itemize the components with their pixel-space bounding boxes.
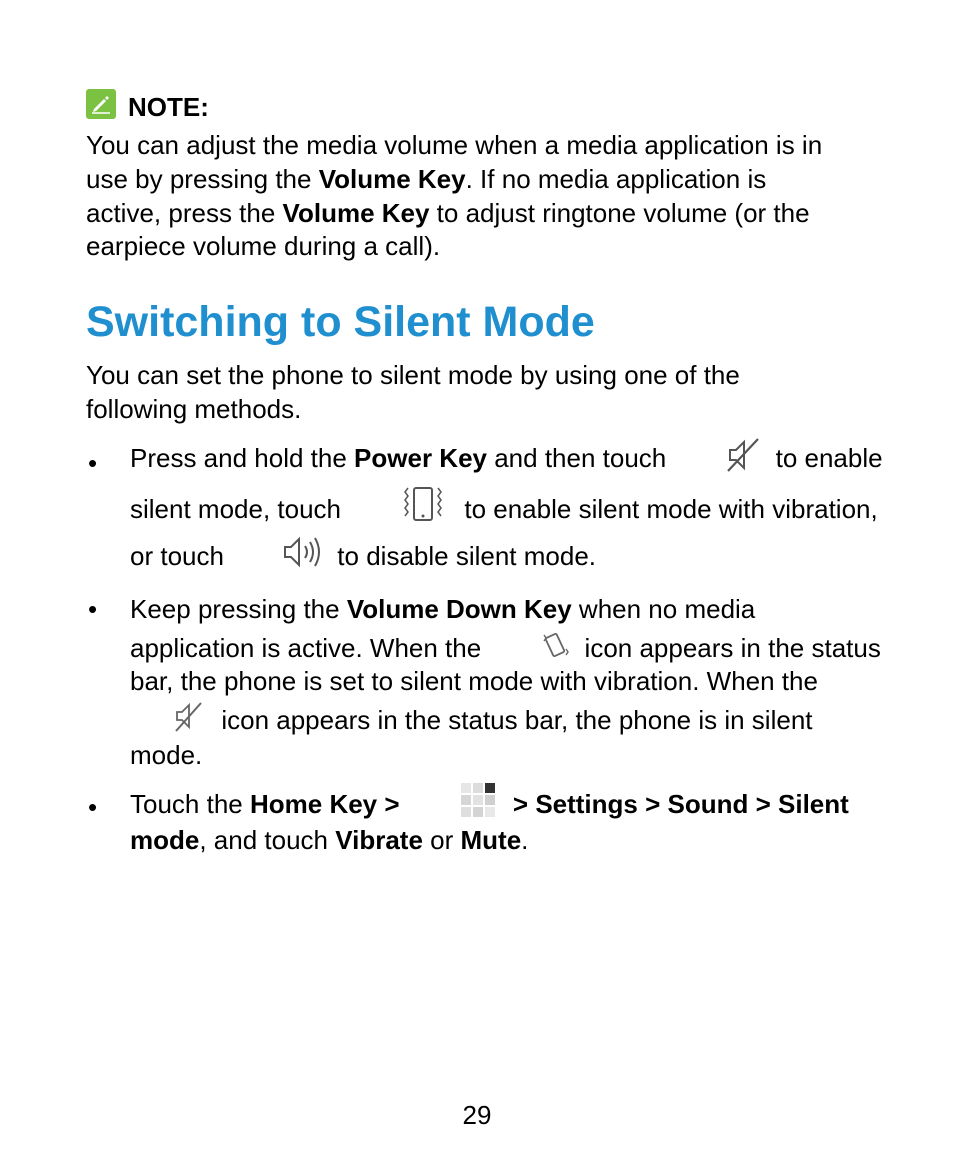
note-line-1: You can adjust the media volume when a media application is in [86, 130, 823, 160]
list-item-1-line-2: silent mode, touch to enable silent mode with vibration, [130, 484, 910, 534]
list-item-2-line-3: bar, the phone is set to silent mode with vibration. When the [130, 665, 818, 696]
list-item-1-line-3: or touch to disable silent mode. [130, 532, 910, 580]
list-item-1-line-1: Press and hold the Power Key and then touch to enable [130, 436, 910, 480]
note-line-3: active, press the Volume Key to adjust ringtone volume (or the [86, 198, 810, 228]
list-item-2-line-2: application is active. When the icon appears in the status [130, 628, 910, 668]
bullet-marker: • [88, 792, 98, 822]
note-line-4: earpiece volume during a call). [86, 231, 441, 261]
list-item-2-line-1: Keep pressing the Volume Down Key when no media [130, 593, 756, 624]
note-label: NOTE: [128, 91, 209, 122]
list-item-3-line-2: mode , and touch Vibrate or Mute . [130, 824, 529, 855]
page-number: 29 [462, 1100, 492, 1130]
section-heading: Switching to Silent Mode [86, 298, 595, 346]
note-header [86, 88, 209, 120]
note-line-2: use by pressing the Volume Key. If no media application is [86, 164, 767, 194]
list-item-3-line-1: Touch the Home Key > > Settings > Sound > Silent [130, 780, 910, 828]
bullet-marker: • [88, 594, 98, 624]
pencil-note-icon [86, 89, 116, 119]
list-item-2-line-5: mode. [130, 739, 203, 770]
intro-line-2: following methods. [86, 394, 302, 424]
intro-line-1: You can set the phone to silent mode by using one of the [86, 360, 740, 390]
bullet-marker: • [88, 448, 98, 478]
list-item-2-line-4: icon appears in the status bar, the phone is in silent [130, 698, 910, 742]
